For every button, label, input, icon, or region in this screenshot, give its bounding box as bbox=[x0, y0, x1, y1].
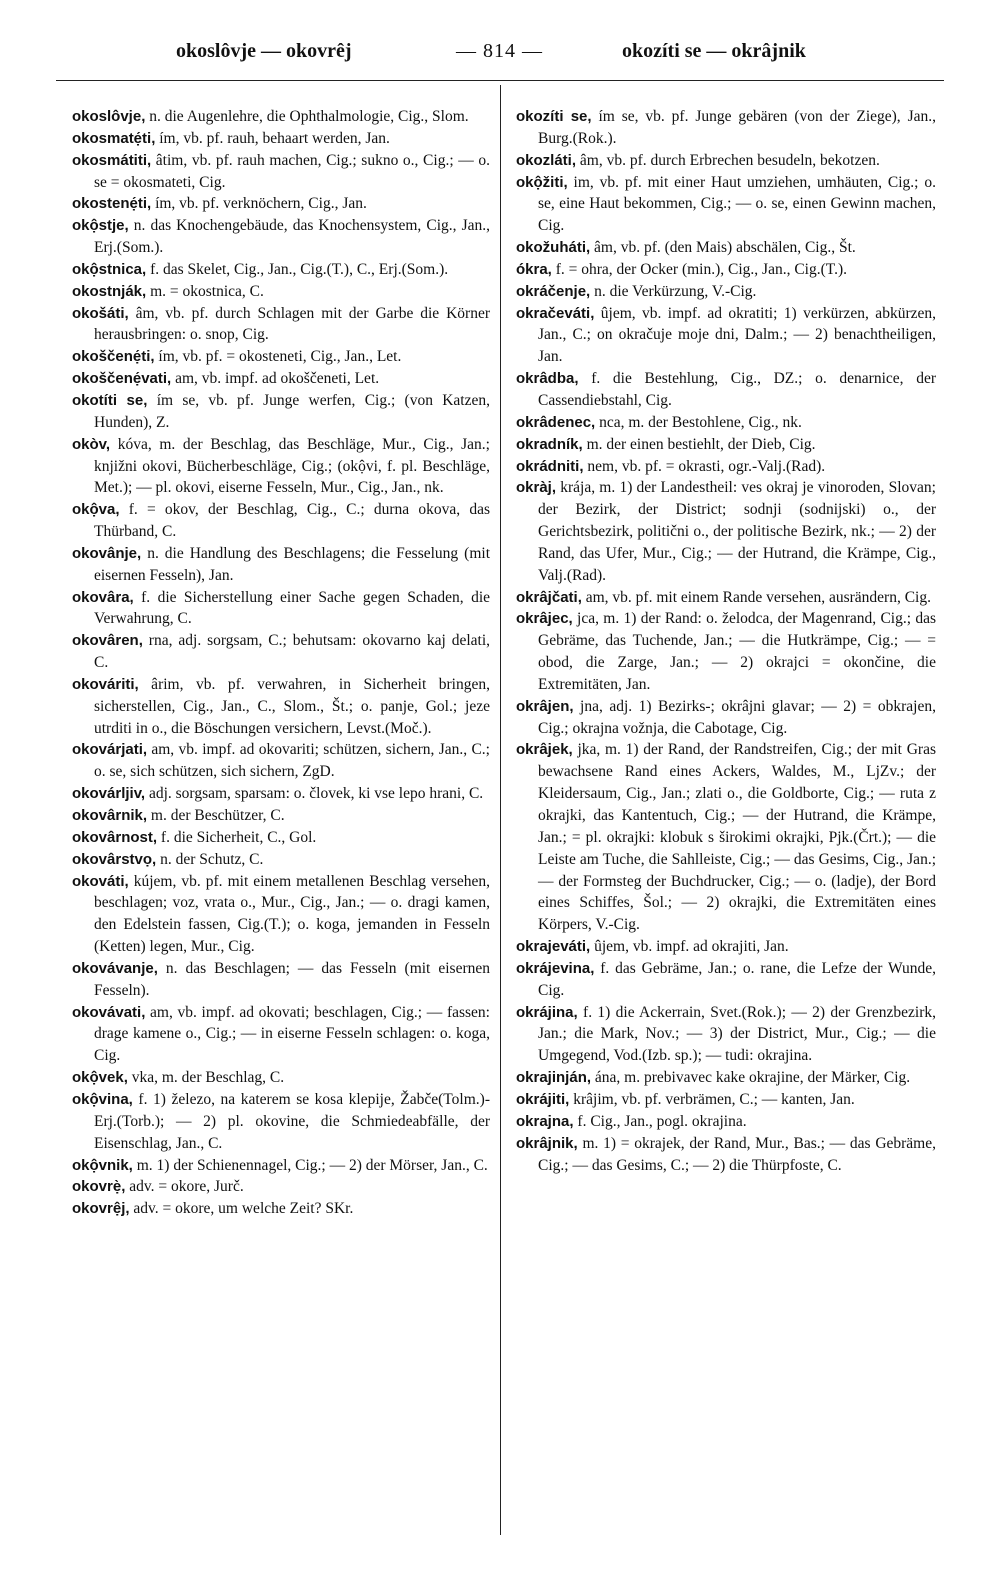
entry-headword: okovrẹ̀, bbox=[72, 1178, 126, 1196]
dictionary-entry bbox=[516, 237, 936, 259]
dictionary-entry bbox=[516, 958, 936, 1002]
entry-definition: nem, vb. pf. = okrasti, ogr.-Valj.(Rad). bbox=[583, 457, 826, 475]
entry-definition: am, vb. impf. ad okoščeneti, Let. bbox=[171, 370, 380, 388]
dictionary-entry bbox=[72, 368, 490, 390]
entry-definition: ána, m. prebivavec kake okrajine, der Märker, Cig. bbox=[591, 1069, 911, 1087]
entry-headword: okostenẹ́ti, bbox=[72, 195, 152, 213]
entry-definition: ím se, vb. pf. Junge werfen, Cig.; (von Katzen, Hunden), Z. bbox=[94, 391, 490, 431]
entry-headword: okovâra, bbox=[72, 588, 134, 606]
entry-headword: okộžiti, bbox=[516, 173, 568, 191]
page-number: — 814 — bbox=[456, 40, 543, 62]
dictionary-entry bbox=[72, 827, 490, 849]
dictionary-entry bbox=[516, 368, 936, 412]
column-divider bbox=[500, 85, 501, 1535]
entry-headword: okováriti, bbox=[72, 675, 139, 693]
entry-headword: okoslôvje, bbox=[72, 108, 146, 125]
entry-headword: okộvnik, bbox=[72, 1156, 133, 1174]
entry-headword: okovávanje, bbox=[72, 959, 158, 977]
dictionary-entry bbox=[72, 1176, 490, 1198]
header-right-guidewords: okozíti se — okrâjnik bbox=[622, 40, 806, 62]
entry-headword: okoščenẹ́ti, bbox=[72, 348, 155, 366]
entry-headword: okračeváti, bbox=[516, 304, 595, 322]
entry-headword: okosmátiti, bbox=[72, 151, 152, 169]
entry-headword: okosmatẹ́ti, bbox=[72, 129, 156, 147]
dictionary-entry bbox=[72, 783, 490, 805]
entry-definition: ím, vb. pf. = okosteneti, Cig., Jan., Let. bbox=[154, 348, 402, 366]
entry-definition: f. 1) železo, na katerem se kosa klepije, Žabče(Tolm.)-Erj.(Torb.); — 2) pl. okovine, die Schmiedeabfälle, der Eisenschlag, Jan., C. bbox=[94, 1090, 490, 1152]
entry-definition: n. die Augenlehre, die Ophthalmologie, Cig., Slom. bbox=[145, 108, 469, 125]
entry-definition: m. = okostnica, C. bbox=[146, 282, 264, 300]
dictionary-entry bbox=[516, 608, 936, 695]
entry-definition: f. = ohra, der Ocker (min.), Cig., Jan., Cig.(T.). bbox=[551, 260, 847, 278]
entry-headword: okrâjen, bbox=[516, 697, 574, 715]
entry-definition: m. der einen bestiehlt, der Dieb, Cig. bbox=[582, 435, 816, 453]
dictionary-entry bbox=[516, 259, 936, 281]
entry-definition: âm, vb. pf. (den Mais) abschälen, Cig., Št. bbox=[590, 239, 856, 257]
dictionary-entry bbox=[72, 958, 490, 1002]
dictionary-entry bbox=[516, 1002, 936, 1068]
entry-headword: okovárjati, bbox=[72, 741, 148, 759]
dictionary-entry bbox=[72, 805, 490, 827]
entry-headword: okoščenẹ́vati, bbox=[72, 370, 172, 388]
entry-definition: f. das Skelet, Cig., Jan., Cig.(T.), C., Erj.(Som.). bbox=[146, 260, 449, 278]
dictionary-entry bbox=[72, 215, 490, 259]
dictionary-entry bbox=[516, 106, 936, 150]
entry-headword: okožuháti, bbox=[516, 239, 591, 257]
entry-definition: n. die Verkürzung, V.-Cig. bbox=[590, 282, 757, 300]
entry-definition: m. der Beschützer, C. bbox=[147, 807, 285, 824]
dictionary-entry bbox=[516, 1133, 936, 1177]
entry-definition: nca, m. der Bestohlene, Cig., nk. bbox=[595, 413, 802, 431]
entry-definition: f. das Gebräme, Jan.; o. rane, die Lefze der Wunde, Cig. bbox=[538, 959, 936, 999]
entry-definition: âm, vb. pf. durch Erbrechen besudeln, bekotzen. bbox=[576, 151, 880, 169]
entry-headword: okrâdenec, bbox=[516, 413, 596, 431]
dictionary-entry bbox=[72, 346, 490, 368]
entry-definition: ím se, vb. pf. Junge gebären (von der Ziege), Jan., Burg.(Rok.). bbox=[538, 108, 936, 147]
dictionary-entry bbox=[516, 281, 936, 303]
right-column bbox=[516, 106, 936, 1176]
entry-headword: ókra, bbox=[516, 260, 552, 278]
dictionary-entry bbox=[516, 172, 936, 238]
entry-definition: f. Cig., Jan., pogl. okrajina. bbox=[573, 1112, 747, 1130]
dictionary-entry bbox=[72, 390, 490, 434]
dictionary-entry bbox=[72, 106, 490, 128]
entry-headword: okrâjec, bbox=[516, 610, 573, 628]
entry-definition: adv. = okore, Jurč. bbox=[125, 1178, 244, 1196]
entry-definition: f. die Sicherheit, C., Gol. bbox=[157, 828, 317, 846]
entry-headword: okrájevina, bbox=[516, 959, 595, 977]
entry-definition: f. die Bestehlung, Cig., DZ.; o. denarnice, der Cassendiebstahl, Cig. bbox=[538, 370, 936, 409]
entry-definition: âtim, vb. pf. rauh machen, Cig.; sukno o., Cig.; — o. se = okosmateti, Cig. bbox=[94, 151, 490, 191]
entry-definition: n. das Knochengebäude, das Knochensystem, Cig., Jan., Erj.(Som.). bbox=[94, 217, 490, 257]
entry-definition: am, vb. impf. ad okovariti; schützen, sichern, Jan., C.; o. se, sich schützen, sich sichern, ZgD. bbox=[94, 741, 490, 781]
entry-definition: ârim, vb. pf. verwahren, in Sicherheit bringen, sicherstellen, Cig., Jan., C., Slom., Št.; o. panje, Gol.; jeze utrditi in o., die Böschungen versichern, Levst.(Moč.). bbox=[94, 675, 490, 737]
entry-definition: ím, vb. pf. rauh, behaart werden, Jan. bbox=[155, 129, 390, 147]
entry-definition: am, vb. pf. mit einem Rande versehen, ausrändern, Cig. bbox=[581, 588, 931, 606]
dictionary-entry bbox=[72, 303, 490, 347]
entry-headword: okộvina, bbox=[72, 1090, 133, 1108]
dictionary-entry bbox=[72, 128, 490, 150]
entry-headword: okộstje, bbox=[72, 217, 129, 235]
entry-definition: krâjim, vb. pf. verbrämen, C.; — kanten, Jan. bbox=[569, 1090, 855, 1108]
entry-definition: n. der Schutz, C. bbox=[156, 850, 264, 868]
entry-headword: okrâdba, bbox=[516, 370, 579, 388]
dictionary-entry bbox=[72, 543, 490, 587]
entry-headword: okovârnost, bbox=[72, 828, 158, 846]
entry-definition: jka, m. 1) der Rand, der Randstreifen, Cig.; der mit Gras bewachsene Rand eines Ackers, Waldes, M., LjZv.; der Kleidersaum, Cig., Jan.; zlati o., die Goldborte, Cig.; — ruta z okrajki, das Kantentuch, Cig.; — der Hutrand, die Krämpe, Jan.; = pl. okrajki: klobuk s širokimi okrajki, Pjk.(Črt.); — die Leiste am Tuche, die Sahlleiste, Cig.; — das Gesims, Cig., Jan.; — der Formsteg der Buchdrucker, Cig.; — o. (ladje), der Bord eines Schiffes, Šol.; — 2) okrajki, die Extremitäten eines Körpers, V.-Cig. bbox=[538, 741, 936, 934]
dictionary-entry bbox=[72, 1198, 490, 1220]
dictionary-entry bbox=[72, 1067, 490, 1089]
entry-definition: jca, m. 1) der Rand: o. želodca, der Magenrand, Cig.; das Gebräme, das Tuchende, Jan.; — die Hutkrämpe, Cig.; — = obod, die Zarge, Jan.; — 2) okrajci = okončine, die Extremitäten, Jan. bbox=[538, 610, 936, 693]
dictionary-entry bbox=[516, 412, 936, 434]
entry-definition: vka, m. der Beschlag, C. bbox=[127, 1069, 285, 1087]
entry-definition: im, vb. pf. mit einer Haut umziehen, umhäuten, Cig.; o. se, eine Haut bekommen, Cig.; — o. se, einen Gewinn machen, Cig. bbox=[538, 173, 936, 235]
dictionary-entry bbox=[516, 477, 936, 586]
entry-headword: okovânje, bbox=[72, 544, 142, 562]
dictionary-entry bbox=[72, 499, 490, 543]
dictionary-entry bbox=[72, 434, 490, 500]
entry-definition: ím, vb. pf. verknöchern, Cig., Jan. bbox=[151, 195, 367, 213]
entry-definition: rna, adj. sorgsam, C.; behutsam: okovarno kaj delati, C. bbox=[94, 632, 490, 672]
entry-headword: okrájiti, bbox=[516, 1090, 570, 1108]
entry-headword: okostnják, bbox=[72, 282, 147, 300]
entry-definition: m. 1) = okrajek, der Rand, Mur., Bas.; — das Gebräme, Cig.; — das Gesims, C.; — 2) die Thürpfoste, C. bbox=[538, 1134, 936, 1174]
dictionary-entry bbox=[516, 739, 936, 936]
header-rule bbox=[56, 80, 944, 81]
dictionary-entry bbox=[72, 674, 490, 740]
entry-headword: okráčenje, bbox=[516, 282, 591, 300]
dictionary-entry bbox=[516, 936, 936, 958]
dictionary-entry bbox=[72, 150, 490, 194]
entry-definition: adv. = okore, um welche Zeit? SKr. bbox=[129, 1200, 354, 1218]
dictionary-entry bbox=[516, 1067, 936, 1089]
header-left-guidewords: okoslôvje — okovrêj bbox=[176, 40, 352, 62]
entry-headword: okrádniti, bbox=[516, 457, 584, 475]
entry-headword: okozíti se, bbox=[516, 108, 592, 125]
entry-headword: okrâjek, bbox=[516, 741, 573, 759]
entry-headword: okộvek, bbox=[72, 1069, 128, 1087]
entry-headword: okozláti, bbox=[516, 151, 577, 169]
dictionary-entry bbox=[72, 193, 490, 215]
entry-headword: okovârnik, bbox=[72, 807, 148, 824]
entry-headword: okovávati, bbox=[72, 1003, 146, 1021]
dictionary-entry bbox=[72, 630, 490, 674]
entry-headword: okradník, bbox=[516, 435, 583, 453]
entry-headword: okrajna, bbox=[516, 1112, 574, 1130]
dictionary-entry bbox=[72, 871, 490, 958]
dictionary-entry bbox=[72, 1089, 490, 1155]
entry-headword: okovrệj, bbox=[72, 1200, 130, 1218]
dictionary-entry bbox=[72, 1155, 490, 1177]
dictionary-entry bbox=[72, 849, 490, 871]
dictionary-entry bbox=[516, 587, 936, 609]
entry-headword: okrajinján, bbox=[516, 1069, 592, 1087]
dictionary-entry bbox=[516, 696, 936, 740]
dictionary-entry bbox=[516, 150, 936, 172]
entry-definition: ûjem, vb. impf. ad okrajiti, Jan. bbox=[590, 938, 789, 956]
dictionary-entry bbox=[72, 259, 490, 281]
entry-definition: krája, m. 1) der Landestheil: ves okraj je vinoroden, Slovan; der Bezirk, der District; sodnji (sodnijski) o., der Gerichtsbezirk, politični o., der politische Bezirk, nk.; — 2) der Rand, das Ufer, Mur., Cig.; — der Hutrand, die Krämpe, Cig., Valj.(Rad). bbox=[538, 479, 936, 584]
entry-definition: am, vb. impf. ad okovati; beschlagen, Cig.; — fassen: drage kamene o., Cig.; — in eiserne Fesseln schlagen: o. koga, Cig. bbox=[94, 1003, 490, 1065]
entry-definition: ûjem, vb. impf. ad okratiti; 1) verkürzen, abkürzen, Jan., C.; on okračuje moje dni, Dalm.; — 2) benachtheiligen, Jan. bbox=[538, 304, 936, 366]
entry-definition: m. 1) der Schienennagel, Cig.; — 2) der Mörser, Jan., C. bbox=[132, 1156, 488, 1174]
entry-definition: jna, adj. 1) Bezirks-; okrâjni glavar; — 2) = obkrajen, Cig.; okrajna vožnja, die Cabotage, Cig. bbox=[538, 697, 936, 737]
entry-definition: kóva, m. der Beschlag, das Beschläge, Mur., Cig., Jan.; knjižni okovi, Bücherbeschläge, Cig.; (okộvi, f. pl. Beschläge, Met.); — pl. okovi, eiserne Fesseln, Mur., Cig., Jan., nk. bbox=[94, 435, 490, 497]
dictionary-entry bbox=[516, 434, 936, 456]
dictionary-entry bbox=[516, 303, 936, 369]
running-header bbox=[60, 40, 940, 70]
entry-headword: okovârstvọ, bbox=[72, 850, 157, 868]
entry-headword: okrâjčati, bbox=[516, 588, 582, 606]
entry-definition: kújem, vb. pf. mit einem metallenen Beschlag versehen, beschlagen; voz, vrata o., Mur., Cig., Jan.; — o. dragi kamen, den Edelstein fassen, Cig.(T.); o. koga, jemanden in Fesseln (Ketten) legen, Mur., Cig. bbox=[94, 872, 490, 956]
entry-headword: okràj, bbox=[516, 479, 557, 497]
dictionary-entry bbox=[72, 587, 490, 631]
entry-headword: okováti, bbox=[72, 872, 129, 890]
dictionary-entry bbox=[516, 1089, 936, 1111]
left-column bbox=[72, 106, 490, 1220]
entry-definition: f. die Sicherstellung einer Sache gegen Schaden, die Verwahrung, C. bbox=[94, 588, 490, 628]
entry-definition: f. 1) die Ackerrain, Svet.(Rok.); — 2) der Grenzbezirk, Jan.; die Mark, Nov.; — 3) der District, Mur., Cig.; — die Umgegend, Vod.(Izb. sp.); — tudi: okrajina. bbox=[538, 1003, 936, 1065]
entry-definition: n. die Handlung des Beschlagens; die Fesselung (mit eisernen Fesseln), Jan. bbox=[94, 544, 490, 584]
entry-headword: okrájina, bbox=[516, 1003, 578, 1021]
dictionary-entry bbox=[72, 281, 490, 303]
entry-definition: adj. sorgsam, sparsam: o. človek, ki vse lepo hrani, C. bbox=[145, 785, 484, 803]
entry-headword: okộva, bbox=[72, 501, 120, 519]
dictionary-entry bbox=[516, 1111, 936, 1133]
entry-headword: okrâjnik, bbox=[516, 1134, 578, 1152]
entry-headword: okotíti se, bbox=[72, 391, 148, 409]
entry-definition: n. das Beschlagen; — das Fesseln (mit eisernen Fesseln). bbox=[94, 959, 490, 999]
entry-headword: okošáti, bbox=[72, 304, 129, 322]
dictionary-entry bbox=[516, 456, 936, 478]
entry-headword: okovárljiv, bbox=[72, 785, 146, 803]
entry-headword: okộstnica, bbox=[72, 260, 147, 278]
dictionary-entry bbox=[72, 739, 490, 783]
entry-headword: okovâren, bbox=[72, 632, 143, 650]
entry-definition: f. = okov, der Beschlag, Cig., C.; durna okova, das Thürband, C. bbox=[94, 501, 490, 541]
entry-definition: âm, vb. pf. durch Schlagen mit der Garbe die Körner herausbringen: o. snop, Cig. bbox=[94, 304, 490, 344]
dictionary-entry bbox=[72, 1002, 490, 1068]
entry-headword: okòv, bbox=[72, 435, 111, 453]
entry-headword: okrajeváti, bbox=[516, 938, 591, 956]
